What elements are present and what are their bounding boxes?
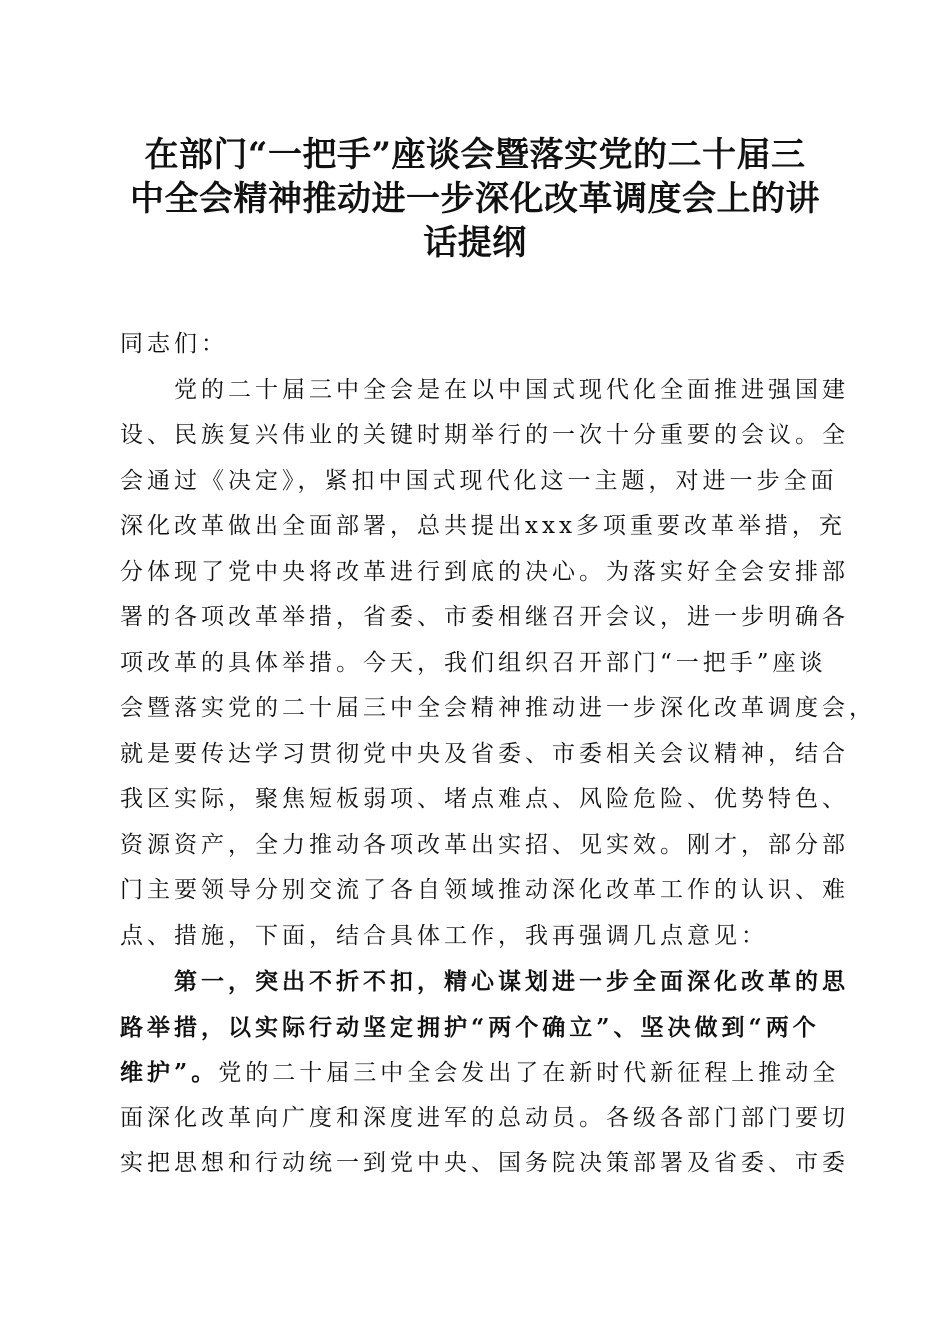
title-line: 中全会精神推动进一步深化改革调度会上的讲 bbox=[130, 179, 820, 219]
paragraph-line: 资源资产，全力推动各项改革出实招、见实效。刚才，部分部 bbox=[120, 831, 849, 858]
paragraph-line: 设、民族复兴伟业的关键时期举行的一次十分重要的会议。全 bbox=[120, 422, 849, 448]
document-body bbox=[120, 322, 876, 1187]
paragraph-line: 会通过《决定》，紧扣中国式现代化这一主题，对进一步全面 bbox=[120, 467, 838, 494]
paragraph-line: 项改革的具体举措。今天，我们组织召开部门“一把手”座谈 bbox=[120, 649, 827, 676]
paragraph-point-one bbox=[120, 959, 849, 1187]
title-line: 在部门“一把手”座谈会暨落实党的二十届三 bbox=[144, 135, 806, 175]
paragraph-line: 分体现了党中央将改革进行到底的决心。为落实好全会安排部 bbox=[120, 558, 849, 585]
paragraph-line: 会暨落实党的二十届三中全会精神推动进一步深化改革调度会， bbox=[120, 695, 876, 721]
document-title bbox=[110, 133, 840, 265]
paragraph-text: 党的二十届三中全会发出了在新时代新征程上推动全 bbox=[218, 1060, 840, 1086]
paragraph-line: 就是要传达学习贯彻党中央及省委、市委相关会议精神，结合 bbox=[120, 740, 849, 767]
paragraph-line: 实把思想和行动统一到党中央、国务院决策部署及省委、市委 bbox=[120, 1150, 849, 1176]
paragraph-line: 党的二十届三中全会是在以中国式现代化全面推进强国建 bbox=[120, 376, 849, 403]
section-heading-line: 第一，突出不折不扣，精心谋划进一步全面深化改革的思 bbox=[120, 968, 849, 995]
salutation: 同志们： bbox=[120, 331, 228, 357]
paragraph-line-mixed bbox=[120, 1050, 840, 1096]
paragraph-line: 点、措施，下面，结合具体工作，我再强调几点意见： bbox=[120, 922, 768, 949]
paragraph-line: 门主要领导分别交流了各自领域推动深化改革工作的认识、难 bbox=[120, 877, 849, 903]
paragraph-line: 我区实际，聚焦短板弱项、堵点难点、风险危险、优势特色、 bbox=[120, 786, 849, 812]
paragraph-intro bbox=[120, 368, 876, 960]
paragraph-line: 面深化改革向广度和深度进军的总动员。各级各部门部门要切 bbox=[120, 1104, 849, 1131]
paragraph-line: 深化改革做出全面部署，总共提出xxx多项重要改革举措，充 bbox=[120, 513, 846, 539]
section-heading-tail: 维护”。 bbox=[120, 1059, 219, 1086]
section-heading-line: 路举措，以实际行动坚定拥护“两个确立”、坚决做到“两个 bbox=[120, 1013, 820, 1041]
paragraph-line: 署的各项改革举措，省委、市委相继召开会议，进一步明确各 bbox=[120, 604, 849, 630]
title-line: 话提纲 bbox=[423, 223, 527, 263]
